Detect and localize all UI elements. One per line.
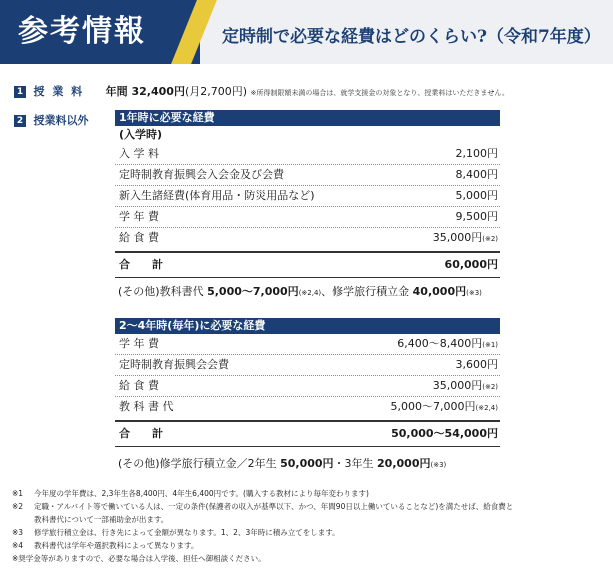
footnote-text: 教科書代について一部補助金が出ます。 bbox=[34, 515, 169, 524]
first-year-subheading: (入学時) bbox=[119, 128, 163, 141]
footnote-text: 教科書代は学年や選択教科によって異なります。 bbox=[34, 541, 199, 550]
page-subtitle: 定時制で必要な経費はどのくらい?（令和7年度） bbox=[222, 27, 601, 47]
value-note: (※2) bbox=[482, 383, 498, 391]
row-value bbox=[433, 228, 498, 249]
value-note: (※2) bbox=[482, 235, 498, 243]
total-label: 合 計 bbox=[119, 258, 163, 271]
row-label: 新入生諸経費(体育用品・防災用品など) bbox=[119, 189, 315, 202]
first-year-table bbox=[115, 110, 500, 278]
table-row bbox=[115, 207, 500, 228]
other-prefix: (その他)教科書代 bbox=[118, 285, 208, 298]
trip-note: (※3) bbox=[430, 461, 447, 469]
row-label: 入 学 料 bbox=[119, 147, 159, 160]
row-value bbox=[397, 334, 498, 355]
row-value bbox=[456, 186, 499, 207]
value-note: (※1) bbox=[482, 341, 498, 349]
row-label: 給 食 費 bbox=[119, 231, 159, 244]
table-row bbox=[115, 355, 500, 376]
table-row bbox=[115, 397, 500, 417]
tuition-monthly: (月2,700円) bbox=[184, 85, 248, 98]
trip-note: (※3) bbox=[466, 289, 482, 297]
first-year-total-row bbox=[115, 251, 500, 278]
later-years-total-row bbox=[115, 420, 500, 447]
section-number-badge: 2 bbox=[14, 115, 26, 127]
footnote-mark: ※1 bbox=[12, 489, 24, 498]
row-value bbox=[433, 376, 498, 397]
row-label: 教 科 書 代 bbox=[119, 400, 174, 413]
value-text: 2,100円 bbox=[455, 147, 498, 160]
trip-savings: 40,000円 bbox=[412, 285, 467, 298]
footnote bbox=[34, 513, 513, 526]
row-label: 定時制教育振興会会費 bbox=[119, 358, 229, 371]
third-year-trip: 20,000円 bbox=[377, 457, 431, 470]
other-fees-label-row bbox=[14, 112, 89, 128]
value-text: 5,000円 bbox=[455, 189, 498, 202]
row-value bbox=[456, 144, 499, 165]
tuition-amount: 年間 32,400円 bbox=[105, 85, 185, 98]
footnote-text: 定職・アルバイト等で働いている人は、一定の条件(保護者の収入が基準以下、かつ、年間90日以上働いていることなど)を満たせば、給食費と bbox=[34, 502, 514, 511]
table-row bbox=[115, 165, 500, 186]
value-note: (※2,4) bbox=[475, 404, 498, 412]
table-row bbox=[115, 186, 500, 207]
other-mid: 、修学旅行積立金 bbox=[321, 285, 413, 298]
second-year-trip: 50,000円 bbox=[280, 457, 334, 470]
table-row bbox=[115, 334, 500, 355]
row-value bbox=[456, 355, 499, 376]
footnote-text: 修学旅行積立金は、行き先によって金額が異なります。1、2、3年時に積み立てをします。 bbox=[34, 528, 340, 537]
first-year-heading: 1年時に必要な経費 bbox=[115, 110, 500, 126]
footnote bbox=[12, 500, 514, 513]
other-prefix: (その他)修学旅行積立金／2年生 bbox=[118, 457, 281, 470]
value-text: 35,000円 bbox=[432, 379, 483, 392]
footnote-mark: ※2 bbox=[12, 502, 24, 511]
other-mid: ・3年生 bbox=[333, 457, 378, 470]
first-year-other-costs bbox=[118, 283, 482, 299]
later-years-other-costs bbox=[118, 455, 446, 471]
value-text: 3,600円 bbox=[455, 358, 498, 371]
total-value: 50,000〜54,000円 bbox=[391, 427, 498, 440]
tuition-label: 授 業 料 bbox=[33, 85, 85, 98]
value-text: 5,000〜7,000円 bbox=[390, 400, 476, 413]
footnote bbox=[12, 539, 513, 552]
row-label: 定時制教育振興会入会金及び会費 bbox=[119, 168, 284, 181]
later-years-heading: 2〜4年時(毎年)に必要な経費 bbox=[115, 318, 500, 334]
header-banner bbox=[0, 0, 613, 64]
footnote bbox=[12, 526, 513, 539]
footnote-mark: ※4 bbox=[12, 541, 24, 550]
section-number-badge: 1 bbox=[14, 86, 26, 98]
row-label: 給 食 費 bbox=[119, 379, 159, 392]
footnotes bbox=[12, 487, 514, 565]
table-row bbox=[115, 376, 500, 397]
tuition-note: ※所得制限額未満の場合は、就学支援金の対象となり、授業料はいただきません。 bbox=[250, 89, 509, 97]
row-label: 学 年 費 bbox=[119, 337, 159, 350]
value-text: 8,400円 bbox=[455, 168, 498, 181]
row-value bbox=[456, 207, 499, 228]
footnote bbox=[12, 552, 513, 565]
later-years-table bbox=[115, 318, 500, 447]
other-fees-label: 授業料以外 bbox=[33, 114, 89, 127]
row-value bbox=[456, 165, 499, 186]
tuition-row bbox=[14, 83, 509, 99]
textbook-cost: 5,000〜7,000円 bbox=[207, 285, 299, 298]
footnote-text: ※奨学金等がありますので、必要な場合は入学後、担任へ御相談ください。 bbox=[12, 554, 266, 563]
row-value bbox=[391, 397, 498, 418]
footnote bbox=[12, 487, 513, 500]
table-row bbox=[115, 144, 500, 165]
value-text: 9,500円 bbox=[455, 210, 498, 223]
row-label: 学 年 費 bbox=[119, 210, 159, 223]
footnote-mark: ※3 bbox=[12, 528, 24, 537]
total-label: 合 計 bbox=[119, 427, 163, 440]
total-value: 60,000円 bbox=[444, 258, 498, 271]
value-text: 6,400〜8,400円 bbox=[397, 337, 483, 350]
textbook-note: (※2,4) bbox=[298, 289, 322, 297]
page-title: 参考情報 bbox=[0, 0, 200, 64]
value-text: 35,000円 bbox=[432, 231, 483, 244]
footnote-text: 今年度の学年費は、2,3年生各8,400円、4年生6,400円です。(購入する教材により毎年変わります) bbox=[34, 489, 369, 498]
table-row bbox=[115, 228, 500, 248]
